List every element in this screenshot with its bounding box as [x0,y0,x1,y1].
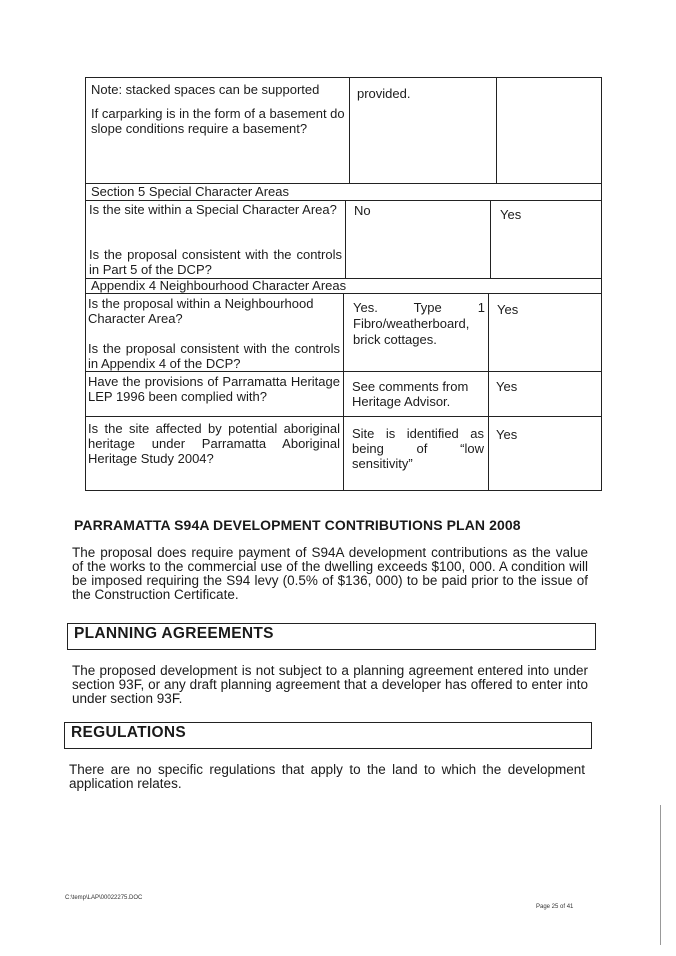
table-top-border [85,77,602,78]
scan-edge-line [660,805,661,945]
planning-heading-underline [67,649,595,650]
carpark-question: If carparking is in the form of a basement do slope conditions require a basement? [91,106,345,136]
table-col-divider [345,200,346,278]
aboriginal-answer: Site is identified as being of “low sensitivity” [352,426,484,471]
s94a-paragraph: The proposal does require payment of S94A development contributions as the value of the works to the commercial use of the dwelling exceeds $100, 000. A condition will be imposed requiring the S94 levy (0.5% of $136, 000) to be paid prior to the issue of the Construction Certificate. [72,545,588,602]
special-character-compliance: Yes [500,207,522,222]
table-left-border [85,77,86,491]
regulations-heading-box [64,722,592,749]
section5-header: Section 5 Special Character Areas [91,184,289,199]
planning-heading: PLANNING AGREEMENTS [74,625,274,642]
special-character-answer: No [354,203,371,218]
planning-paragraph: The proposed development is not subject to a planning agreement entered into under section 93F, or any draft planning agreement that a developer has offered to enter into under section 93F. [72,663,588,706]
table-right-border [601,77,602,491]
aboriginal-compliance: Yes [496,427,518,442]
heritage-answer: See comments from Heritage Advisor. [352,379,469,409]
neighbourhood-consistency-question: Is the proposal consistent with the controls in Appendix 4 of the DCP? [88,341,340,371]
regulations-heading: REGULATIONS [71,724,186,741]
regulations-heading-underline [64,748,591,749]
table-col-divider [490,200,491,278]
table-col-divider [349,77,350,183]
table-row-divider [85,200,602,201]
carpark-note: Note: stacked spaces can be supported [91,82,320,97]
table-col-divider [343,293,344,491]
carpark-answer: provided. [357,86,411,101]
assessment-table [85,77,602,492]
table-col-divider [488,293,489,491]
special-character-question: Is the site within a Special Character Area? [89,202,337,217]
footer-file-path: C:\temp\LAP\00022275.DOC [65,895,143,901]
footer-page-number: Page 25 of 41 [536,904,574,910]
appendix4-header: Appendix 4 Neighbourhood Character Areas [91,278,347,293]
planning-heading-box [67,623,596,650]
heritage-question: Have the provisions of Parramatta Heritage LEP 1996 been complied with? [88,374,340,404]
special-character-consistency-question: Is the proposal consistent with the controls in Part 5 of the DCP? [89,247,342,277]
neighbourhood-answer: Yes. Type 1 Fibro/weatherboard, brick cottages. [353,300,485,347]
regulations-paragraph: There are no specific regulations that apply to the land to which the development application relates. [69,762,585,791]
heritage-compliance: Yes [496,379,518,394]
neighbourhood-compliance: Yes [497,302,519,317]
neighbourhood-question: Is the proposal within a Neighbourhood Character Area? [88,296,314,326]
table-col-divider [496,77,497,183]
s94a-heading: PARRAMATTA S94A DEVELOPMENT CONTRIBUTIONS PLAN 2008 [74,517,521,533]
aboriginal-question: Is the site affected by potential aboriginal heritage under Parramatta Aboriginal Heritage Study 2004? [88,421,340,466]
